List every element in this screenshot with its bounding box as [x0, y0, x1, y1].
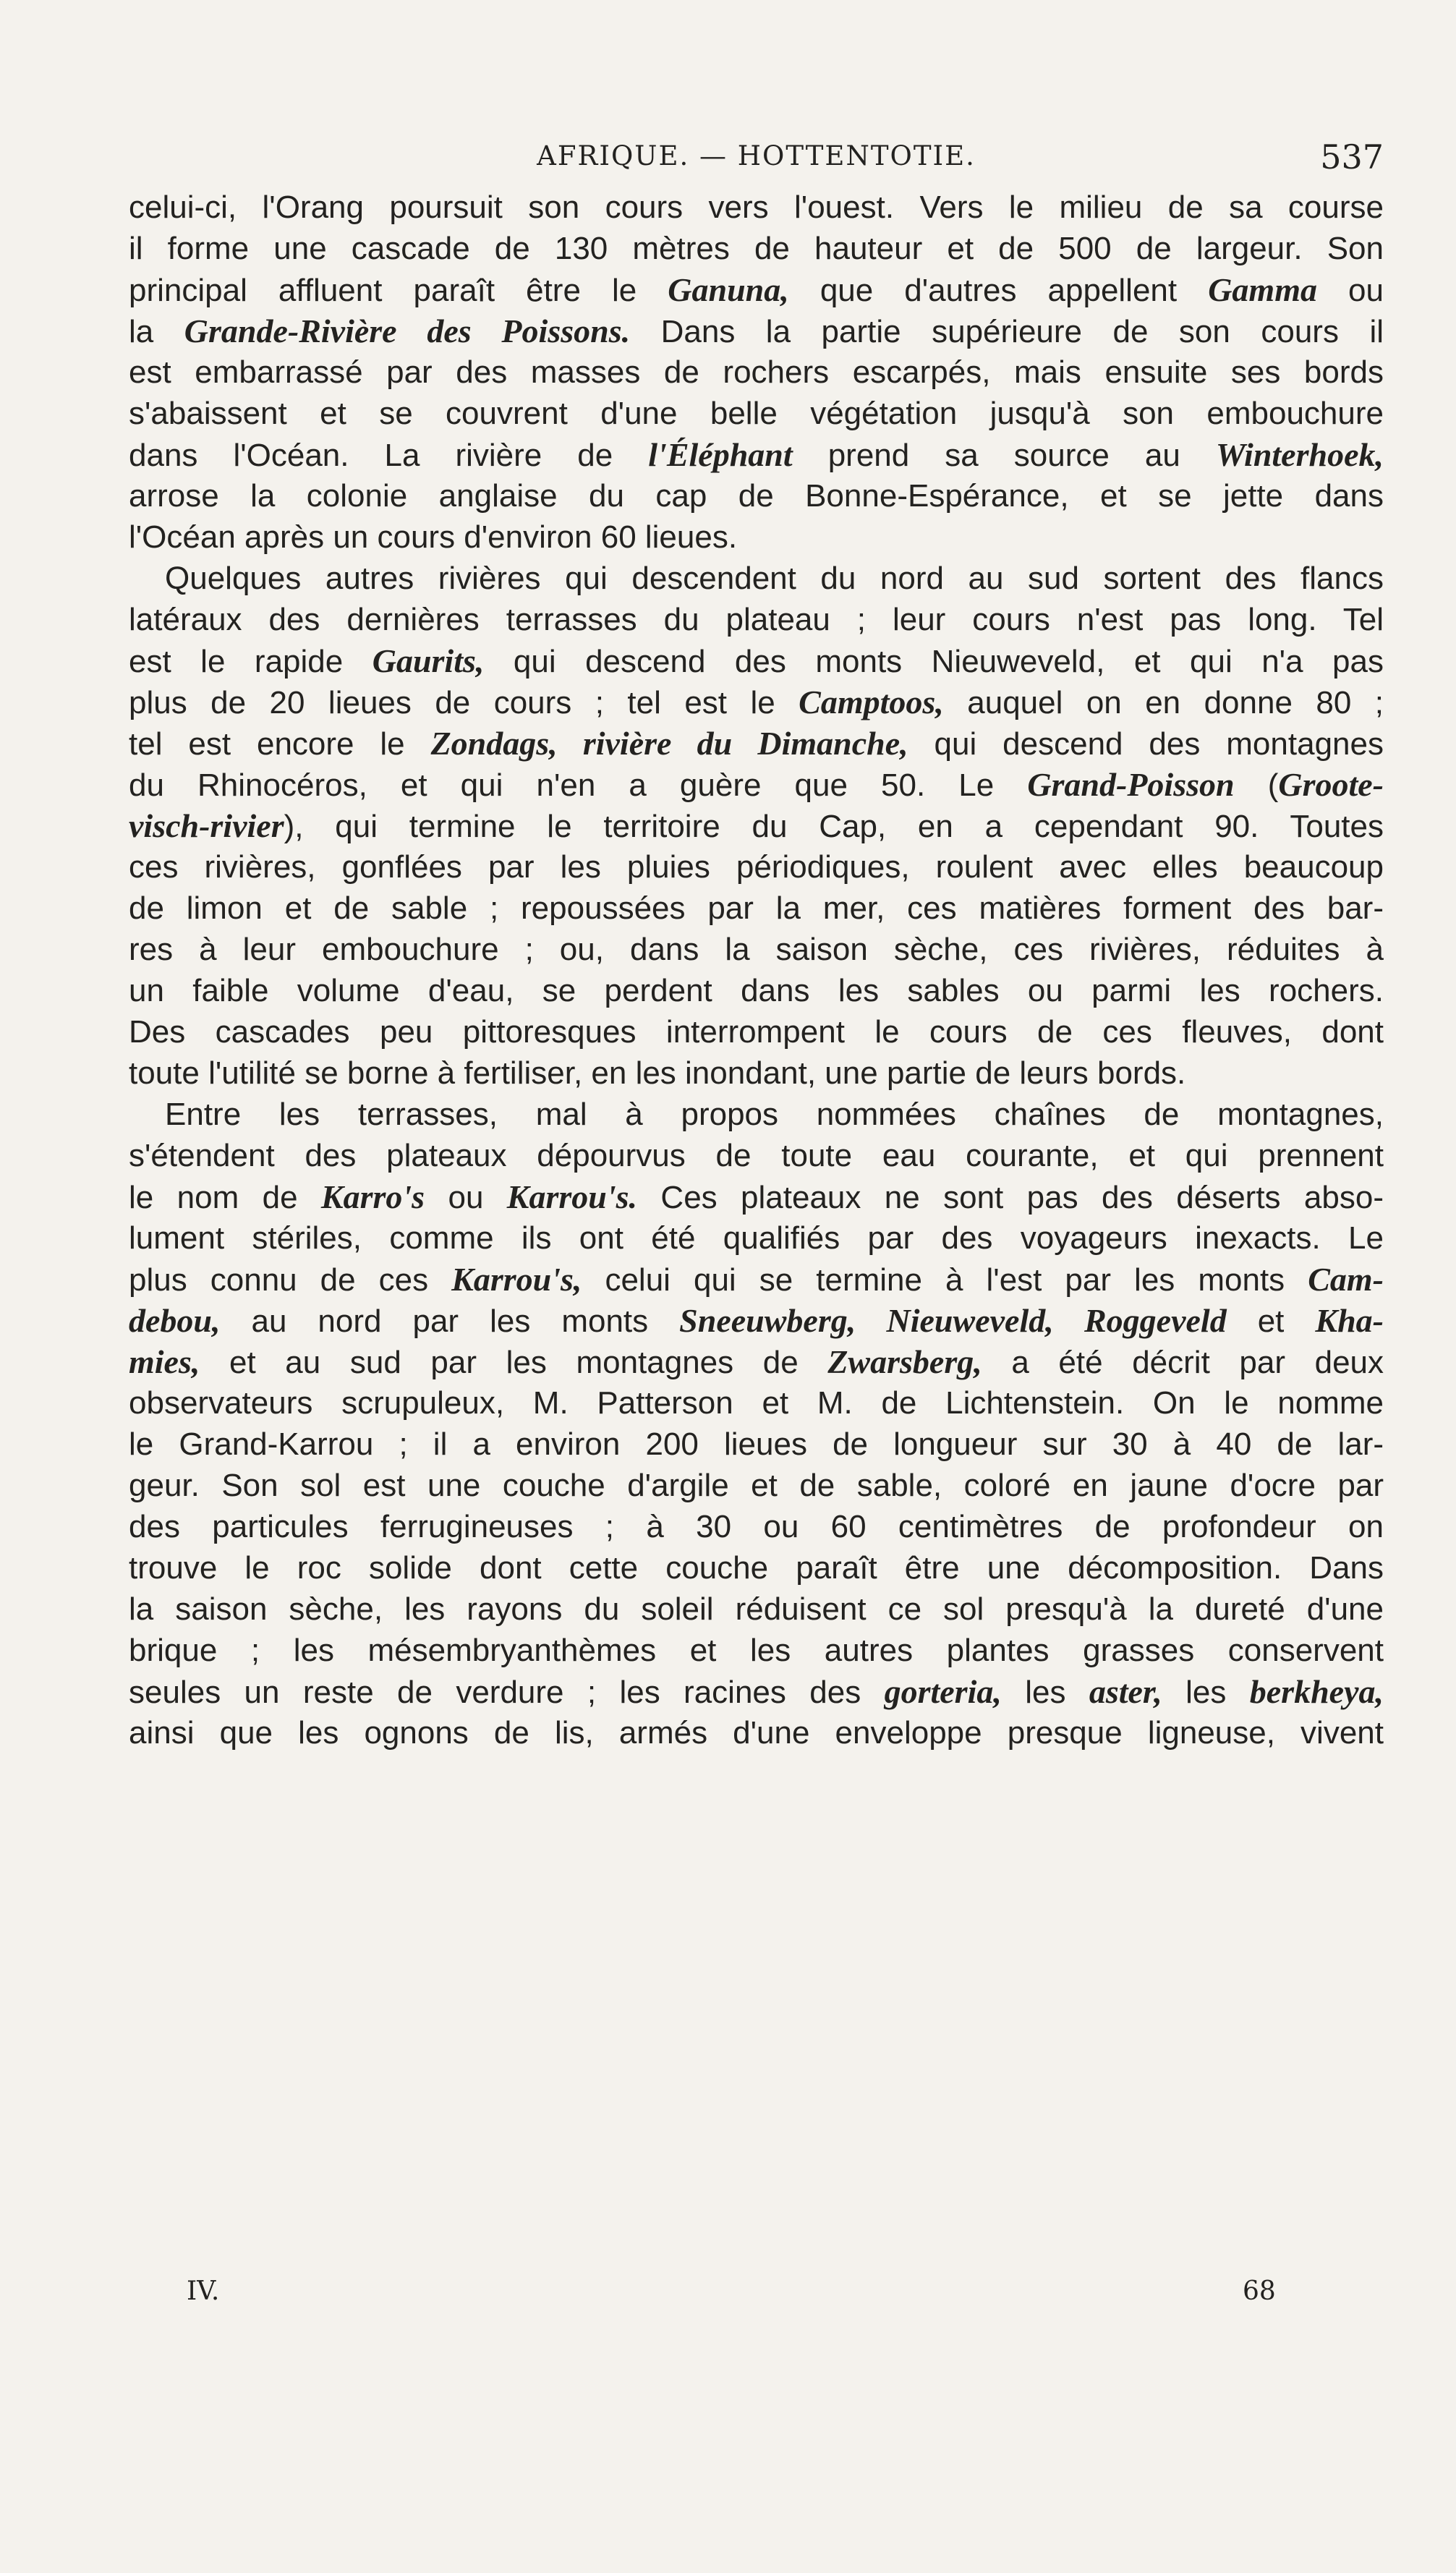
italic-term: Karrou's,: [451, 1261, 582, 1298]
italic-term: Kha-: [1315, 1302, 1384, 1339]
text-run: (: [1234, 767, 1279, 803]
text-line: [129, 310, 1384, 352]
text-run: plus connu de ces: [129, 1262, 452, 1298]
text-line: [129, 1506, 1384, 1547]
italic-term: Cam-: [1308, 1261, 1384, 1298]
text-run: tel est encore le: [129, 726, 431, 762]
text-run: observateurs scrupuleux, M. Patterson et M. de Lichtenstein. On le nomme: [129, 1385, 1384, 1421]
text-line: [129, 228, 1384, 269]
text-line: [129, 1547, 1384, 1589]
text-run: toute l'utilité se borne à fertiliser, en les inondant, une partie de leurs bords.: [129, 1055, 1186, 1091]
text-line: [129, 187, 1384, 228]
text-line: [129, 1671, 1384, 1712]
italic-term: Groote-: [1278, 766, 1384, 803]
text-run: les: [1162, 1675, 1250, 1710]
text-line: [129, 888, 1384, 929]
text-run: Entre les terrasses, mal à propos nommées chaînes de montagnes,: [165, 1097, 1384, 1132]
text-run: seules un reste de verdure ; les racines des: [129, 1675, 885, 1710]
text-line: [129, 599, 1384, 640]
text-line: [129, 764, 1384, 805]
text-line: [129, 1094, 1384, 1135]
text-run: res à leur embouchure ; ou, dans la saison sèche, ces rivières, réduites à: [129, 932, 1384, 967]
text-run: au nord par les monts: [220, 1303, 680, 1339]
text-run: celui-ci, l'Orang poursuit son cours vers l'ouest. Vers le milieu de sa course: [129, 190, 1384, 225]
italic-term: Grand-Poisson: [1027, 766, 1235, 803]
text-run: les: [1001, 1675, 1089, 1710]
text-run: du Rhinocéros, et qui n'en a guère que 50. Le: [129, 767, 1028, 803]
body-text: [129, 187, 1384, 1753]
text-line: [129, 1176, 1384, 1217]
text-run: Ces plateaux ne sont pas des déserts abso-: [637, 1180, 1384, 1215]
text-line: [129, 1424, 1384, 1465]
text-run: ), qui termine le territoire du Cap, en a cependant 90. Toutes: [284, 809, 1384, 844]
text-run: le nom de: [129, 1180, 321, 1215]
italic-term: Camptoos,: [799, 684, 944, 720]
text-run: et: [1226, 1303, 1316, 1339]
italic-term: mies,: [129, 1343, 200, 1380]
text-run: geur. Son sol est une couche d'argile et de sable, coloré en jaune d'ocre par: [129, 1468, 1384, 1503]
text-run: arrose la colonie anglaise du cap de Bonne-Espérance, et se jette dans: [129, 478, 1384, 514]
text-line: [129, 558, 1384, 599]
text-line: [129, 1465, 1384, 1506]
text-line: [129, 516, 1384, 558]
text-line: [129, 681, 1384, 723]
text-line: [129, 475, 1384, 516]
text-run: celui qui se termine à l'est par les monts: [582, 1262, 1308, 1298]
text-run: qui descend des monts Nieuweveld, et qui n'a pas: [484, 644, 1384, 679]
italic-term: aster,: [1089, 1673, 1162, 1710]
text-line: [129, 1300, 1384, 1341]
text-run: que d'autres appellent: [788, 273, 1209, 308]
text-run: dans l'Océan. La rivière de: [129, 438, 649, 473]
text-line: [129, 805, 1384, 846]
page-number: 537: [1320, 137, 1384, 177]
text-run: qui descend des montagnes: [908, 726, 1384, 762]
text-line: [129, 269, 1384, 310]
text-line: [129, 1382, 1384, 1424]
volume-mark: IV.: [187, 2276, 220, 2306]
text-line: [129, 1589, 1384, 1630]
text-run: Des cascades peu pittoresques interrompent le cours de ces fleuves, dont: [129, 1014, 1384, 1050]
text-run: ainsi que les ognons de lis, armés d'une enveloppe presque ligneuse, vivent: [129, 1715, 1384, 1751]
text-run: s'abaissent et se couvrent d'une belle végétation jusqu'à son embouchure: [129, 396, 1384, 431]
text-run: de limon et de sable ; repoussées par la mer, ces matières forment des bar-: [129, 890, 1384, 926]
text-run: est le rapide: [129, 644, 372, 679]
text-line: [129, 352, 1384, 393]
text-run: des particules ferrugineuses ; à 30 ou 60 centimètres de profondeur on: [129, 1509, 1384, 1544]
text-line: [129, 970, 1384, 1011]
text-run: lument stériles, comme ils ont été qualifiés par des voyageurs inexacts. Le: [129, 1220, 1384, 1256]
italic-term: Grande-Rivière des Poissons.: [184, 312, 631, 349]
text-line: [129, 434, 1384, 475]
text-run: a été décrit par deux: [982, 1345, 1384, 1380]
text-run: brique ; les mésembryanthèmes et les autres plantes grasses conservent: [129, 1633, 1384, 1668]
text-run: est embarrassé par des masses de rochers escarpés, mais ensuite ses bords: [129, 354, 1384, 390]
italic-term: berkheya,: [1249, 1673, 1384, 1710]
text-line: [129, 1341, 1384, 1382]
text-run: s'étendent des plateaux dépourvus de toute eau courante, et qui prennent: [129, 1138, 1384, 1173]
italic-term: Gaurits,: [372, 642, 485, 679]
italic-term: Zondags, rivière du Dimanche,: [430, 725, 908, 762]
text-run: Quelques autres rivières qui descendent du nord au sud sortent des flancs: [165, 561, 1384, 596]
italic-term: Karrou's.: [506, 1178, 638, 1215]
text-line: [129, 640, 1384, 681]
text-line: [129, 1630, 1384, 1671]
italic-term: gorteria,: [884, 1673, 1002, 1710]
text-line: [129, 1011, 1384, 1052]
italic-term: Zwarsberg,: [827, 1343, 982, 1380]
italic-term: Sneeuwberg, Nieuweveld, Roggeveld: [679, 1302, 1227, 1339]
text-run: trouve le roc solide dont cette couche paraît être une décomposition. Dans: [129, 1550, 1384, 1586]
running-head: AFRIQUE. — HOTTENTOTIE.: [537, 140, 976, 171]
text-line: [129, 1217, 1384, 1259]
text-line: [129, 723, 1384, 764]
text-run: et au sud par les montagnes de: [200, 1345, 828, 1380]
italic-term: visch-rivier: [129, 807, 284, 844]
text-line: [129, 929, 1384, 970]
text-run: ces rivières, gonflées par les pluies périodiques, roulent avec elles beaucoup: [129, 849, 1384, 885]
text-run: la saison sèche, les rayons du soleil réduisent ce sol presqu'à la dureté d'une: [129, 1591, 1384, 1627]
page-footer: [129, 2276, 1384, 2313]
text-line: [129, 1259, 1384, 1300]
italic-term: Karro's: [320, 1178, 425, 1215]
text-run: plus de 20 lieues de cours ; tel est le: [129, 685, 799, 720]
text-line: [129, 1135, 1384, 1176]
text-line: [129, 846, 1384, 888]
text-run: un faible volume d'eau, se perdent dans les sables ou parmi les rochers.: [129, 973, 1384, 1008]
text-run: auquel on en donne 80 ;: [943, 685, 1384, 720]
italic-term: Winterhoek,: [1215, 436, 1384, 473]
text-line: [129, 393, 1384, 434]
text-run: ou: [1316, 273, 1384, 308]
text-run: l'Océan après un cours d'environ 60 lieues.: [129, 519, 738, 555]
signature-mark: 68: [1243, 2276, 1276, 2306]
italic-term: Ganuna,: [668, 271, 789, 308]
italic-term: l'Éléphant: [648, 436, 793, 473]
page-header: [129, 137, 1384, 178]
text-line: [129, 1052, 1384, 1094]
italic-term: debou,: [129, 1302, 221, 1339]
text-run: ou: [425, 1180, 507, 1215]
text-line: [129, 1712, 1384, 1753]
italic-term: Gamma: [1208, 271, 1317, 308]
text-run: prend sa source au: [792, 438, 1216, 473]
text-run: il forme une cascade de 130 mètres de hauteur et de 500 de largeur. Son: [129, 231, 1384, 266]
text-run: le Grand-Karrou ; il a environ 200 lieues de longueur sur 30 à 40 de lar-: [129, 1426, 1384, 1462]
text-run: la: [129, 314, 184, 349]
text-run: principal affluent paraît être le: [129, 273, 668, 308]
text-run: latéraux des dernières terrasses du plateau ; leur cours n'est pas long. Tel: [129, 602, 1384, 637]
text-run: Dans la partie supérieure de son cours il: [630, 314, 1384, 349]
